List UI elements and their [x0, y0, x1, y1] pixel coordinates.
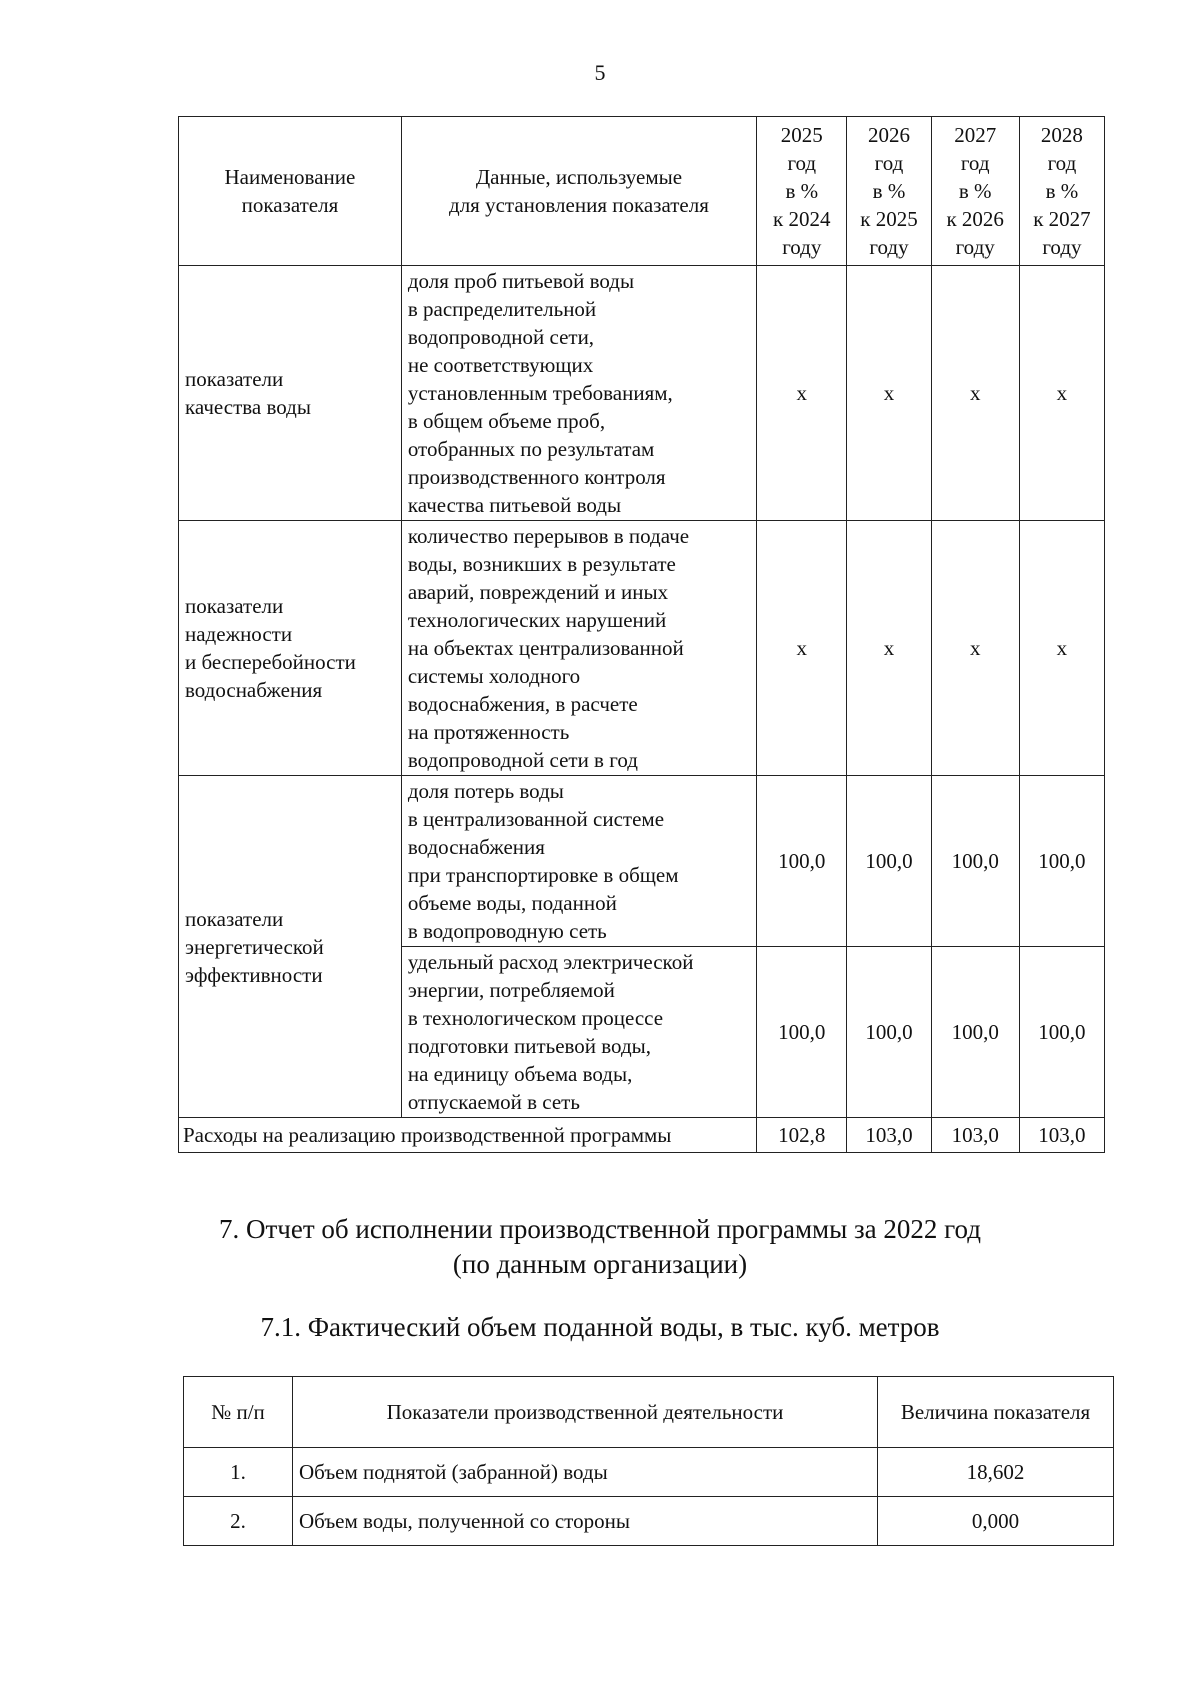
value-2025: х	[757, 266, 847, 521]
row-water-quality	[179, 266, 1105, 521]
header-number: № п/п	[184, 1377, 293, 1448]
row-label: Объем воды, полученной со стороны	[293, 1497, 878, 1546]
table-row	[184, 1497, 1114, 1546]
row-number: 2.	[184, 1497, 293, 1546]
value-2025: х	[757, 521, 847, 776]
page-number: 5	[594, 60, 606, 85]
value-2028: х	[1019, 266, 1104, 521]
total-value-2025: 102,8	[757, 1118, 847, 1153]
table-row	[184, 1448, 1114, 1497]
indicator-description: доля потерь воды в централизованной системе водоснабжения при транспортировке в общем объеме воды, поданной в водопроводную сеть	[401, 776, 756, 947]
header-year-2027: 2027 год в % к 2026 году	[931, 117, 1019, 266]
row-number: 1.	[184, 1448, 293, 1497]
value-2028: 100,0	[1019, 776, 1104, 947]
water-volume-table	[183, 1376, 1114, 1546]
row-value: 18,602	[878, 1448, 1114, 1497]
water-volume-header-row	[184, 1377, 1114, 1448]
indicator-name: показатели энергетической эффективности	[179, 776, 402, 1118]
total-value-2026: 103,0	[847, 1118, 931, 1153]
header-indicator-data: Данные, используемые для установления показателя	[401, 117, 756, 266]
row-label: Объем поднятой (забранной) воды	[293, 1448, 878, 1497]
value-2027: х	[931, 266, 1019, 521]
value-2028: х	[1019, 521, 1104, 776]
row-total-expenses	[179, 1118, 1105, 1153]
value-2026: х	[847, 521, 931, 776]
indicator-description: количество перерывов в подаче воды, возникших в результате аварий, повреждений и иных технологических нарушений на объектах централизованной системы холодного водоснабжения, в расчете на протяженность водопроводной сети в год	[401, 521, 756, 776]
section-subtitle: 7.1. Фактический объем поданной воды, в тыс. куб. метров	[260, 1312, 940, 1342]
row-reliability	[179, 521, 1105, 776]
indicator-name: показатели качества воды	[179, 266, 402, 521]
total-value-2028: 103,0	[1019, 1118, 1104, 1153]
value-2026: 100,0	[847, 947, 931, 1118]
value-2025: 100,0	[757, 947, 847, 1118]
row-value: 0,000	[878, 1497, 1114, 1546]
header-year-2028: 2028 год в % к 2027 году	[1019, 117, 1104, 266]
indicator-description: удельный расход электрической энергии, потребляемой в технологическом процессе подготовки питьевой воды, на единицу объема воды, отпускаемой в сеть	[401, 947, 756, 1118]
header-indicator: Показатели производственной деятельности	[293, 1377, 878, 1448]
row-energy-efficiency-losses	[179, 776, 1105, 947]
targets-table	[178, 116, 1105, 1153]
value-2028: 100,0	[1019, 947, 1104, 1118]
value-2026: х	[847, 266, 931, 521]
targets-table-header-row	[179, 117, 1105, 266]
header-indicator-name: Наименование показателя	[179, 117, 402, 266]
value-2025: 100,0	[757, 776, 847, 947]
total-value-2027: 103,0	[931, 1118, 1019, 1153]
header-year-2025: 2025 год в % к 2024 году	[757, 117, 847, 266]
header-value: Величина показателя	[878, 1377, 1114, 1448]
total-expenses-label: Расходы на реализацию производственной программы	[179, 1118, 757, 1153]
value-2026: 100,0	[847, 776, 931, 947]
indicator-name: показатели надежности и бесперебойности водоснабжения	[179, 521, 402, 776]
section-title-line-2: (по данным организации)	[452, 1249, 748, 1279]
value-2027: 100,0	[931, 947, 1019, 1118]
section-title-line-1: 7. Отчет об исполнении производственной программы за 2022 год	[218, 1214, 982, 1244]
value-2027: х	[931, 521, 1019, 776]
indicator-description: доля проб питьевой воды в распределительной водопроводной сети, не соответствующих установленным требованиям, в общем объеме проб, отобранных по результатам производственного контроля качества питьевой воды	[401, 266, 756, 521]
value-2027: 100,0	[931, 776, 1019, 947]
header-year-2026: 2026 год в % к 2025 году	[847, 117, 931, 266]
